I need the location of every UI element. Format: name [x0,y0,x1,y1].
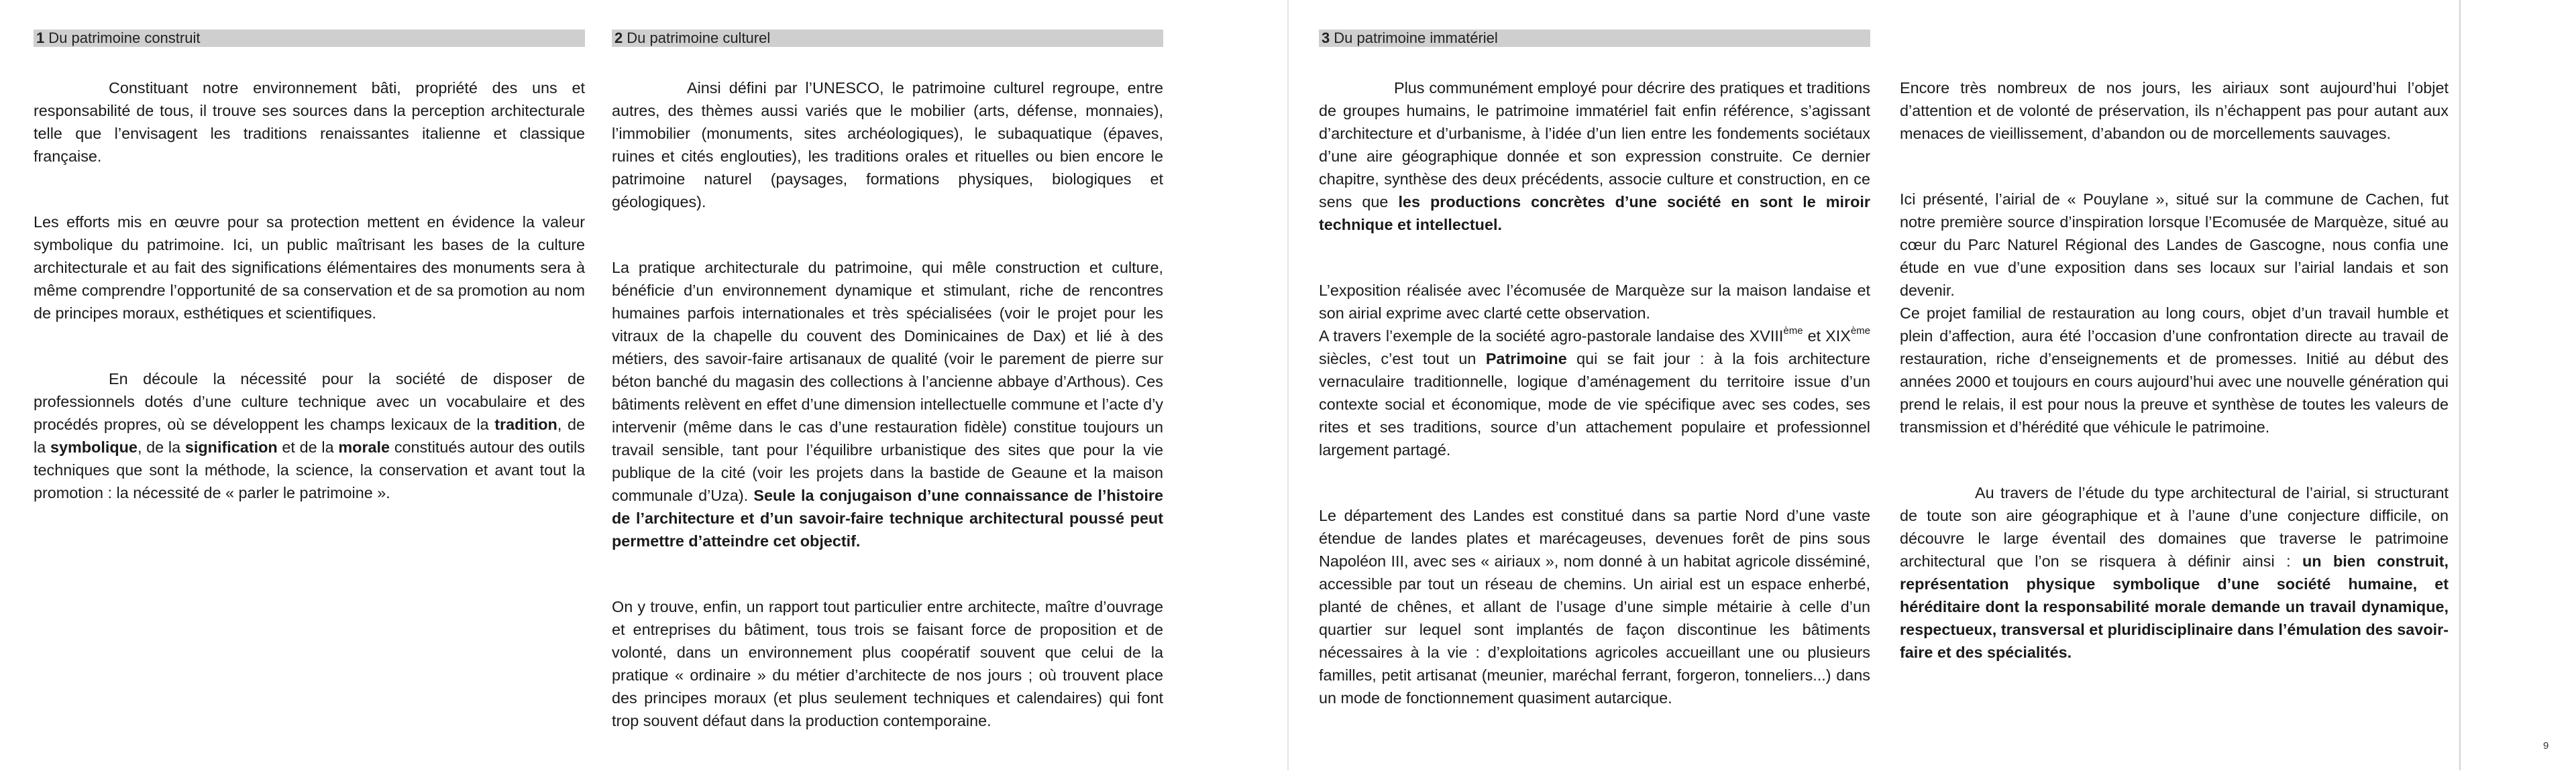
section-body-column-2 [1900,76,2449,664]
superscript: ème [1783,325,1803,337]
text-run: Le département des Landes est constitué dans sa partie Nord d’une vaste étendue de landes plates et marécageuses, devenues forêt de pins sous Napoléon III, avec ses « airiaux », nom donné à un habitat agricole disséminé, accessible par tout un réseau de chemins. Un airial est un espace enherbé, planté de chênes, et allant de l’usage d’une simple métairie à celle d’un quartier sur lequel sont implantés de façon discontinue les bâtiments nécessaires à la vie : d’exploitations agricoles accueillant une ou plusieurs familles, petit artisanat (meunier, maréchal ferrant, forgeron, tonneliers...) dans un mode de fonctionnement quasiment autarcique. [1319,507,1870,707]
section-heading [1319,29,1870,47]
bold-text: tradition [494,416,557,433]
page-gutter [1287,0,1289,770]
section-body [612,76,1163,732]
section-patrimoine-immateriel-column-2 [1900,76,2449,707]
paragraph [1319,504,1870,709]
paragraph [34,76,585,168]
text-run: L’exposition réalisée avec l’écomusée de Marquèze sur la maison landaise et son airial exprime avec clarté cette observation. [1319,282,1870,322]
paragraph [612,595,1163,732]
paragraph [1319,324,1870,461]
section-title: Du patrimoine construit [48,29,201,46]
text-run: En découle la nécessité pour la société de disposer de professionnels dotés d’une culture technique avec un vocabulaire et des procédés propres, où se développent les champs lexicaux de la [34,370,585,433]
section-body-column-1 [1319,76,1870,709]
paragraph [1900,188,2449,302]
section-number: 1 [36,29,45,46]
text-run: , de la [137,438,185,456]
text-run: qui se fait jour : à la fois architecture vernaculaire traditionnelle, logique d’aménagement du territoire issue d’un contexte social et économique, mode de vie spécifique avec ses codes, ses rites et ses traditions, source d’un attachement populaire et professionnel largement partagé. [1319,350,1870,459]
text-run: Les efforts mis en œuvre pour sa protection mettent en évidence la valeur symbolique du patrimoine. Ici, un public maîtrisant les bases de la culture architecturale et au fait des significations élémentaires des monuments sera à même comprendre l’opportunité de sa conservation et de sa promotion au nom de principes moraux, esthétiques et scientifiques. [34,213,585,322]
section-patrimoine-culturel [612,29,1163,775]
bold-text: signification [184,438,278,456]
text-run: A travers l’exemple de la société agro-pastorale landaise des XVIII [1319,327,1784,345]
section-heading [612,29,1163,47]
paragraph [1319,76,1870,236]
text-run: Au travers de l’étude du type architectural de l’airial, si structurant de toute son aire géographique et à l’aune d’une conjecture difficile, on découvre le large éventail des domaines que traverse le patrimoine architectural que l’on se risquera à définir ainsi : [1900,484,2449,570]
text-run: , de la [34,416,585,456]
section-number: 3 [1322,29,1330,46]
paragraph [612,256,1163,552]
section-number: 2 [614,29,623,46]
text-run: et XIX [1803,327,1851,345]
paragraph [1900,481,2449,664]
paragraph [1900,302,2449,438]
bold-text: les productions concrètes d’une société en sont le miroir technique et intellectuel. [1319,193,1871,233]
text-run: Ainsi défini par l’UNESCO, le patrimoine culturel regroupe, entre autres, des thèmes aussi variés que le mobilier (arts, défense, monnaies), l’immobilier (monuments, sites archéologiques), le subaquatique (épaves, ruines et cités englouties), les traditions orales et rituelles ou bien encore le patrimoine naturel (paysages, formations physiques, biologiques et géologiques). [612,79,1163,211]
text-run: Ce projet familial de restauration au long cours, objet d’un travail humble et plein d’affection, aura été l’occasion d’une confrontation directe au travail de restauration, riche d’enseignements et de promesses. Initié au début des années 2000 et toujours en cours aujourd’hui avec une nouvelle génération qui prend le relais, il est pour nous la preuve et synthèse de toutes les valeurs de transmission et d’hérédité que véhicule le patrimoine. [1900,304,2449,436]
page-number: 9 [2543,740,2549,752]
bold-text: un bien construit, représentation physique symbolique d’une société humaine, et héréditaire dont la responsabilité morale demande un travail dynamique, respectueux, transversal et pluridisciplinaire dans l’émulation des savoir-faire et des spécialités. [1900,552,2449,661]
section-title: Du patrimoine culturel [627,29,771,46]
text-run: Ici présenté, l’airial de « Pouylane », situé sur la commune de Cachen, fut notre première source d’inspiration lorsque l’Ecomusée de Marquèze, situé au cœur du Parc Naturel Régional des Landes de Gascogne, nous confia une étude en vue d’une exposition dans ses locaux sur l’airial landais et son devenir. [1900,190,2449,299]
text-run: Encore très nombreux de nos jours, les airiaux sont aujourd’hui l’objet d’attention et de volonté de préservation, ils n’échappent pas pour autant aux menaces de vieillissement, d’abandon ou de morcellements sauvages. [1900,79,2449,142]
bold-text: Patrimoine [1485,350,1567,367]
paragraph [34,211,585,324]
text-run: Plus communément employé pour décrire des pratiques et traditions de groupes humains, le patrimoine immatériel fait enfin référence, s’agissant d’architecture et d’urbanisme, à l’idée d’un lien entre les fondements sociétaux d’une aire géographique donnée et son expression construite. Ce dernier chapitre, synthèse des deux précédents, associe culture et construction, en ce sens que [1319,79,1870,211]
bold-text: morale [338,438,390,456]
bold-text: symbolique [50,438,138,456]
text-run: La pratique architecturale du patrimoine, qui mêle construction et culture, bénéficie d’un environnement dynamique et stimulant, riche de rencontres humaines parfois internationales et très spécialisées (voir le projet pour les vitraux de la chapelle du couvent des Dominicaines de Dax) et lié à des métiers, des savoir-faire artisanaux de qualité (voir le parement de pierre sur béton banché du magasin des collections à l’ancienne abbaye d’Arthous). Ces bâtiments relèvent en effet d’une dimension intellectuelle commune et l’acte d’y intervenir (même dans le cas d’une restauration fidèle) constitue toujours un travail sensible, tant pour l’équilibre urbanistique des sites que pour la vie publique de la cité (voir les projets dans la bastide de Geaune et la maison communale d’Uza). [612,259,1163,504]
superscript: ème [1850,325,1870,337]
text-run: On y trouve, enfin, un rapport tout particulier entre architecte, maître d’ouvrage et entreprises du bâtiment, tous trois se faisant force de proposition et de volonté, dans un environnement plus coopératif souvent que celui de la pratique « ordinaire » du métier d’architecte de nos jours ; où trouvent place des principes moraux (et plus seulement techniques et calendaires) qui font trop souvent défaut dans la production contemporaine. [612,598,1163,729]
text-run: constitués autour des outils techniques que sont la méthode, la science, la conservation et avant tout la promotion : la nécessité de « parler le patrimoine ». [34,438,585,501]
section-patrimoine-immateriel [1319,29,1870,752]
text-run: Constituant notre environnement bâti, propriété des uns et responsabilité de tous, il trouve ses sources dans la perception architecturale telle que l’envisagent les traditions renaissantes italienne et classique française. [34,79,585,165]
section-title: Du patrimoine immatériel [1334,29,1498,46]
paragraph [34,367,585,504]
bold-text: Seule la conjugaison d’une connaissance de l’histoire de l’architecture et d’un savoir-faire technique architectural poussé peut permettre d’atteindre cet objectif. [612,487,1163,550]
section-patrimoine-construit [34,29,585,547]
section-heading [34,29,585,47]
page-edge-line [2459,0,2461,770]
section-body [34,76,585,504]
paragraph [612,76,1163,213]
paragraph [1900,76,2449,145]
text-run: et de la [277,438,339,456]
paragraph [1319,279,1870,324]
text-run: siècles, c’est tout un [1319,350,1486,367]
